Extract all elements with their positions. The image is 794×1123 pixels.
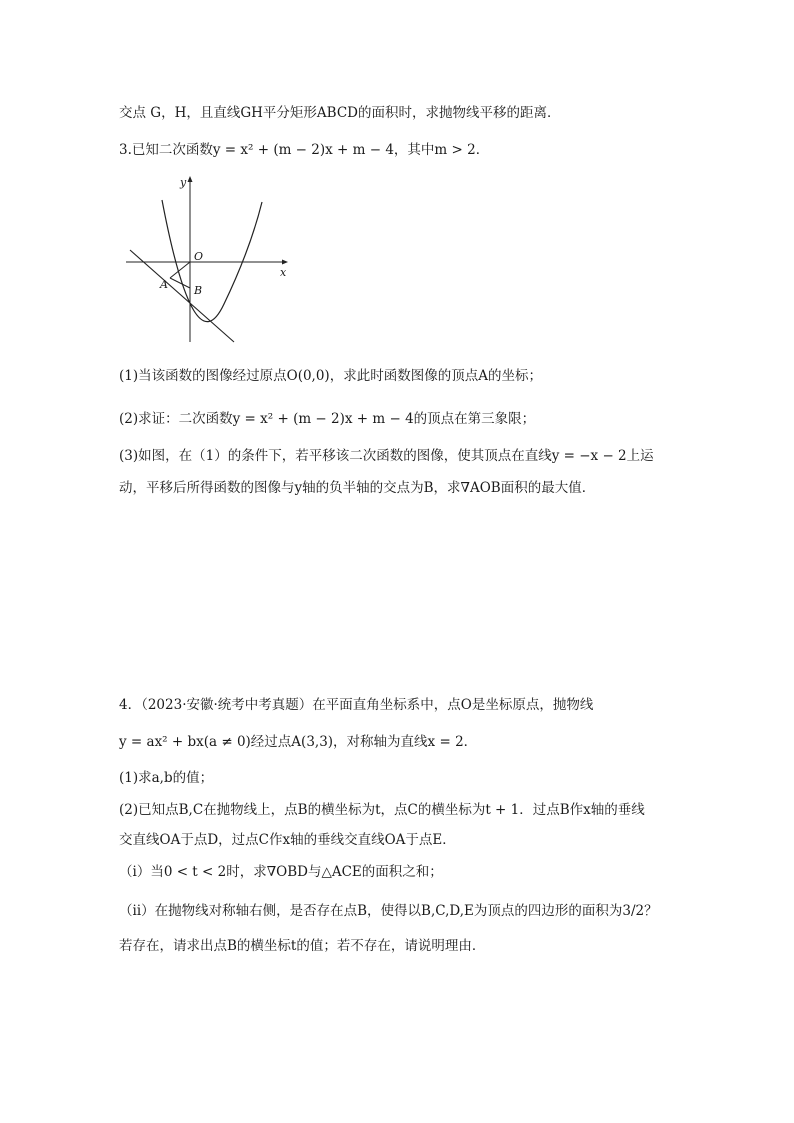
q4-part2-sub-i: （ⅰ）当0 < t < 2时，求∇OBD与△ACE的面积之和； xyxy=(119,864,443,880)
x-axis-label: x xyxy=(280,266,287,279)
q4-part2-line1: (2)已知点B,C在抛物线上，点B的横坐标为t，点C的横坐标为t + 1．过点B作x轴的垂线 xyxy=(119,802,645,818)
parabola-curve xyxy=(162,200,262,322)
q4-part2-sub-ii: （ⅱ）在抛物线对称轴右侧，是否存在点B，使得以B,C,D,E为顶点的四边形的面积为3/2？ xyxy=(119,903,658,919)
y-axis-label: y xyxy=(180,176,187,189)
q3-part2-text: (2)求证：二次函数y = x² + (m − 2)x + m − 4的顶点在第三象限； xyxy=(119,411,536,427)
q3-part3-line1: (3)如图，在（1）的条件下，若平移该二次函数的图像，使其顶点在直线y = −x − 2上运 xyxy=(119,448,654,464)
origin-label: O xyxy=(194,250,204,263)
q4-part2-sub-ii-cont: 若存在，请求出点B的横坐标t的值；若不存在，请说明理由． xyxy=(119,938,486,954)
q4-stem-line1: 4．（2023·安徽·统考中考真题）在平面直角坐标系中，点O是坐标原点，抛物线 xyxy=(119,697,594,713)
x-axis-arrow xyxy=(282,260,288,265)
q2-continuation-text: 交点 G，H，且直线GH平分矩形ABCD的面积时，求抛物线平移的距离． xyxy=(119,105,561,121)
segment-ab xyxy=(170,278,190,288)
q3-part1-text: (1)当该函数的图像经过原点O(0,0)，求此时函数图像的顶点A的坐标； xyxy=(119,368,542,384)
q4-part1-text: (1)求a,b的值； xyxy=(119,770,214,786)
q3-part3-line2: 动，平移后所得函数的图像与y轴的负半轴的交点为B，求∇AOB面积的最大值． xyxy=(119,480,596,496)
parabola-figure xyxy=(122,172,294,348)
point-a-label: A xyxy=(160,278,168,291)
y-axis-arrow xyxy=(188,176,193,182)
parabola-diagram xyxy=(122,172,294,348)
line-y-eq-neg-x-minus-2 xyxy=(130,250,234,342)
q4-stem-line2: y = ax² + bx(a ≠ 0)经过点A(3,3)，对称轴为直线x = 2． xyxy=(119,734,478,750)
q3-stem-text: 3.已知二次函数y = x² + (m − 2)x + m − 4，其中m > 2． xyxy=(119,142,490,158)
point-b-label: B xyxy=(194,284,203,297)
q4-part2-line2: 交直线OA于点D，过点C作x轴的垂线交直线OA于点E． xyxy=(119,832,456,848)
